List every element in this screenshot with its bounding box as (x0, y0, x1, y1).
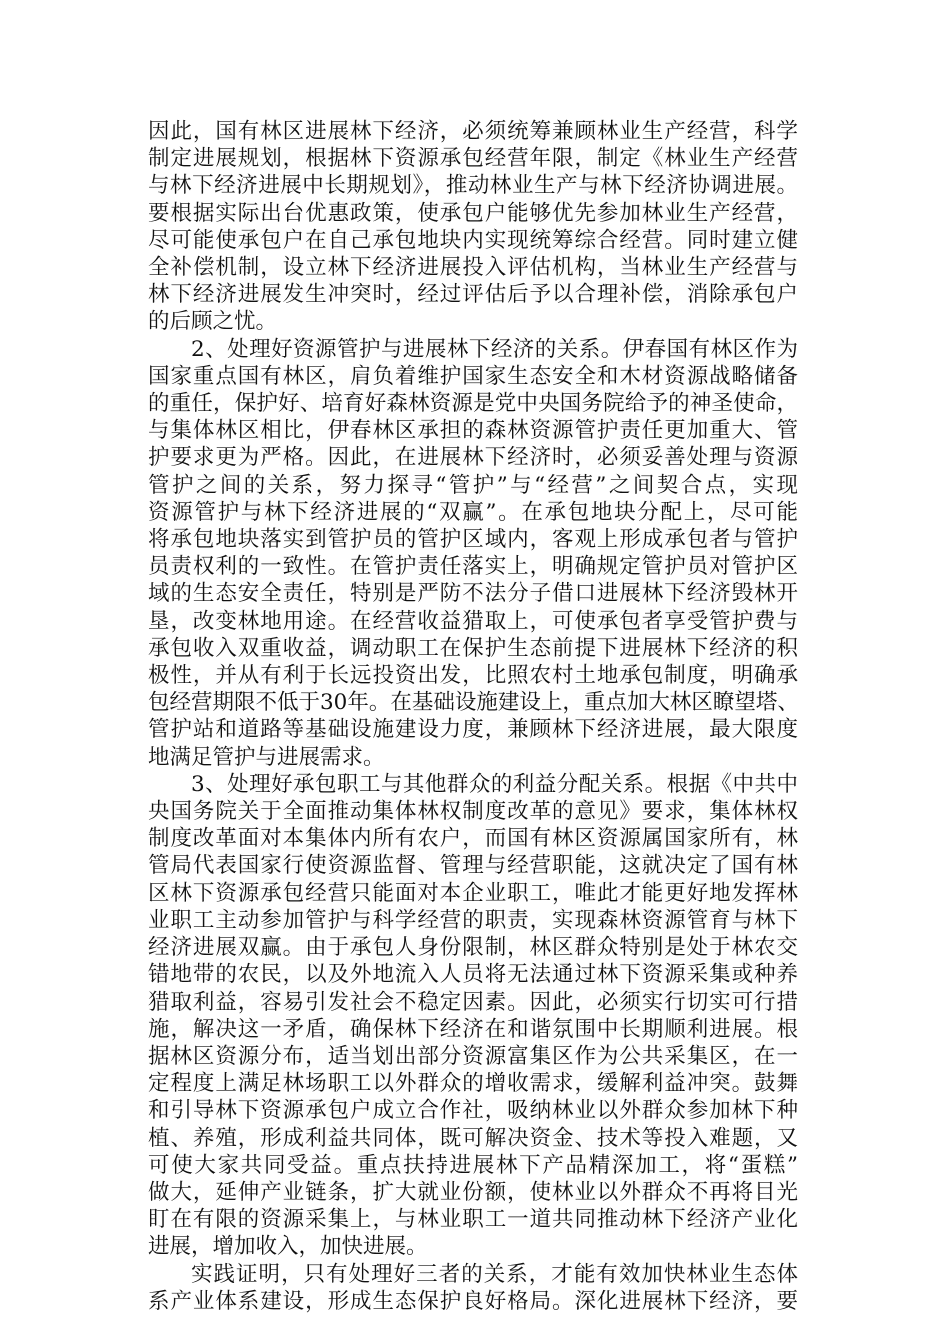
text-line: 因此，国有林区进展林下经济，必须统筹兼顾林业生产经营，科学 (148, 119, 798, 144)
text-line: 3、处理好承包职工与其他群众的利益分配关系。根据《中共中 (191, 771, 798, 797)
text-line: 管护之间的关系，努力探寻“管护”与“经营”之间契合点，实现 (148, 472, 798, 498)
text-line: 的重任，保护好、培育好森林资源是党中央国务院给予的神圣使命， (148, 391, 798, 417)
text-line: 可使大家共同受益。重点扶持进展林下产品精深加工，将“蛋糕” (148, 1152, 798, 1178)
body-text (148, 118, 798, 1315)
text-line: 员责权利的一致性。在管护责任落实上，明确规定管护员对管护区 (148, 554, 798, 580)
text-line: 区林下资源承包经营只能面对本企业职工，唯此才能更好地发挥林 (148, 880, 798, 906)
text-line: 域的生态安全责任，特别是严防不法分子借口进展林下经济毁林开 (148, 581, 798, 607)
text-line: 和引导林下资源承包户成立合作社，吸纳林业以外群众参加林下种 (148, 1098, 798, 1124)
text-line: 盯在有限的资源采集上，与林业职工一道共同推动林下经济产业化 (148, 1207, 798, 1233)
text-line: 护要求更为严格。因此，在进展林下经济时，必须妥善处理与资源 (148, 445, 798, 471)
text-line: 的后顾之忧。 (148, 309, 278, 335)
text-line: 国家重点国有林区，肩负着维护国家生态安全和木材资源战略储备 (148, 363, 798, 389)
text-line: 要根据实际出台优惠政策，使承包户能够优先参加林业生产经营， (148, 200, 798, 226)
text-line: 施，解决这一矛盾，确保林下经济在和谐氛围中长期顺利进展。根 (148, 1016, 798, 1042)
text-line: 垦，改变林地用途。在经营收益猎取上，可使承包者享受管护费与 (148, 608, 798, 634)
text-line: 实践证明，只有处理好三者的关系，才能有效加快林业生态体 (191, 1261, 798, 1287)
text-line: 定程度上满足林场职工以外群众的增收需求，缓解利益冲突。鼓舞 (148, 1071, 798, 1097)
text-line: 制度改革面对本集体内所有农户，而国有林区资源属国家所有，林 (148, 826, 798, 852)
text-line: 与林下经济进展中长期规划》，推动林业生产与林下经济协调进展。 (148, 173, 798, 199)
text-line: 据林区资源分布，适当划出部分资源富集区作为公共采集区，在一 (148, 1043, 798, 1069)
text-line: 做大，延伸产业链条，扩大就业份额，使林业以外群众不再将目光 (148, 1179, 798, 1205)
text-line: 林下经济进展发生冲突时，经过评估后予以合理补偿，消除承包户 (148, 282, 798, 308)
text-line: 央国务院关于全面推动集体林权制度改革的意见》要求，集体林权 (148, 799, 798, 825)
text-line: 包经营期限不低于30年。在基础设施建设上，重点加大林区瞭望塔、 (148, 690, 799, 716)
text-line: 极性，并从有利于长远投资出发，比照农村土地承包制度，明确承 (148, 663, 798, 689)
text-line: 错地带的农民，以及外地流入人员将无法通过林下资源采集或种养 (148, 962, 798, 988)
text-line: 业职工主动参加管护与科学经营的职责，实现森林资源管育与林下 (148, 907, 798, 933)
text-line: 地满足管护与进展需求。 (148, 744, 385, 770)
text-line: 尽可能使承包户在自己承包地块内实现统筹综合经营。同时建立健 (148, 227, 798, 253)
text-line: 猎取利益，容易引发社会不稳定因素。因此，必须实行切实可行措 (148, 989, 798, 1015)
text-line: 资源管护与林下经济进展的“双赢”。在承包地块分配上，尽可能 (148, 499, 798, 525)
text-line: 制定进展规划，根据林下资源承包经营年限，制定《林业生产经营 (148, 146, 798, 172)
text-line: 承包收入双重收益，调动职工在保护生态前提下进展林下经济的积 (148, 635, 798, 661)
text-line: 全补偿机制，设立林下经济进展投入评估机构，当林业生产经营与 (148, 255, 798, 281)
text-line: 2、处理好资源管护与进展林下经济的关系。伊春国有林区作为 (191, 336, 798, 362)
text-line: 将承包地块落实到管护员的管护区域内，客观上形成承包者与管护 (148, 527, 798, 553)
text-line: 与集体林区相比，伊春林区承担的森林资源管护责任更加重大、管 (148, 418, 798, 444)
text-line: 管护站和道路等基础设施建设力度，兼顾林下经济进展，最大限度 (148, 717, 798, 743)
text-line: 系产业体系建设，形成生态保护良好格局。深化进展林下经济，要 (148, 1288, 798, 1314)
text-line: 植、养殖，形成利益共同体，既可解决资金、技术等投入难题，又 (148, 1125, 798, 1151)
text-line: 管局代表国家行使资源监督、管理与经营职能，这就决定了国有林 (148, 853, 798, 879)
text-line: 进展，增加收入，加快进展。 (148, 1234, 428, 1260)
text-line: 经济进展双赢。由于承包人身份限制，林区群众特别是处于林农交 (148, 935, 798, 961)
